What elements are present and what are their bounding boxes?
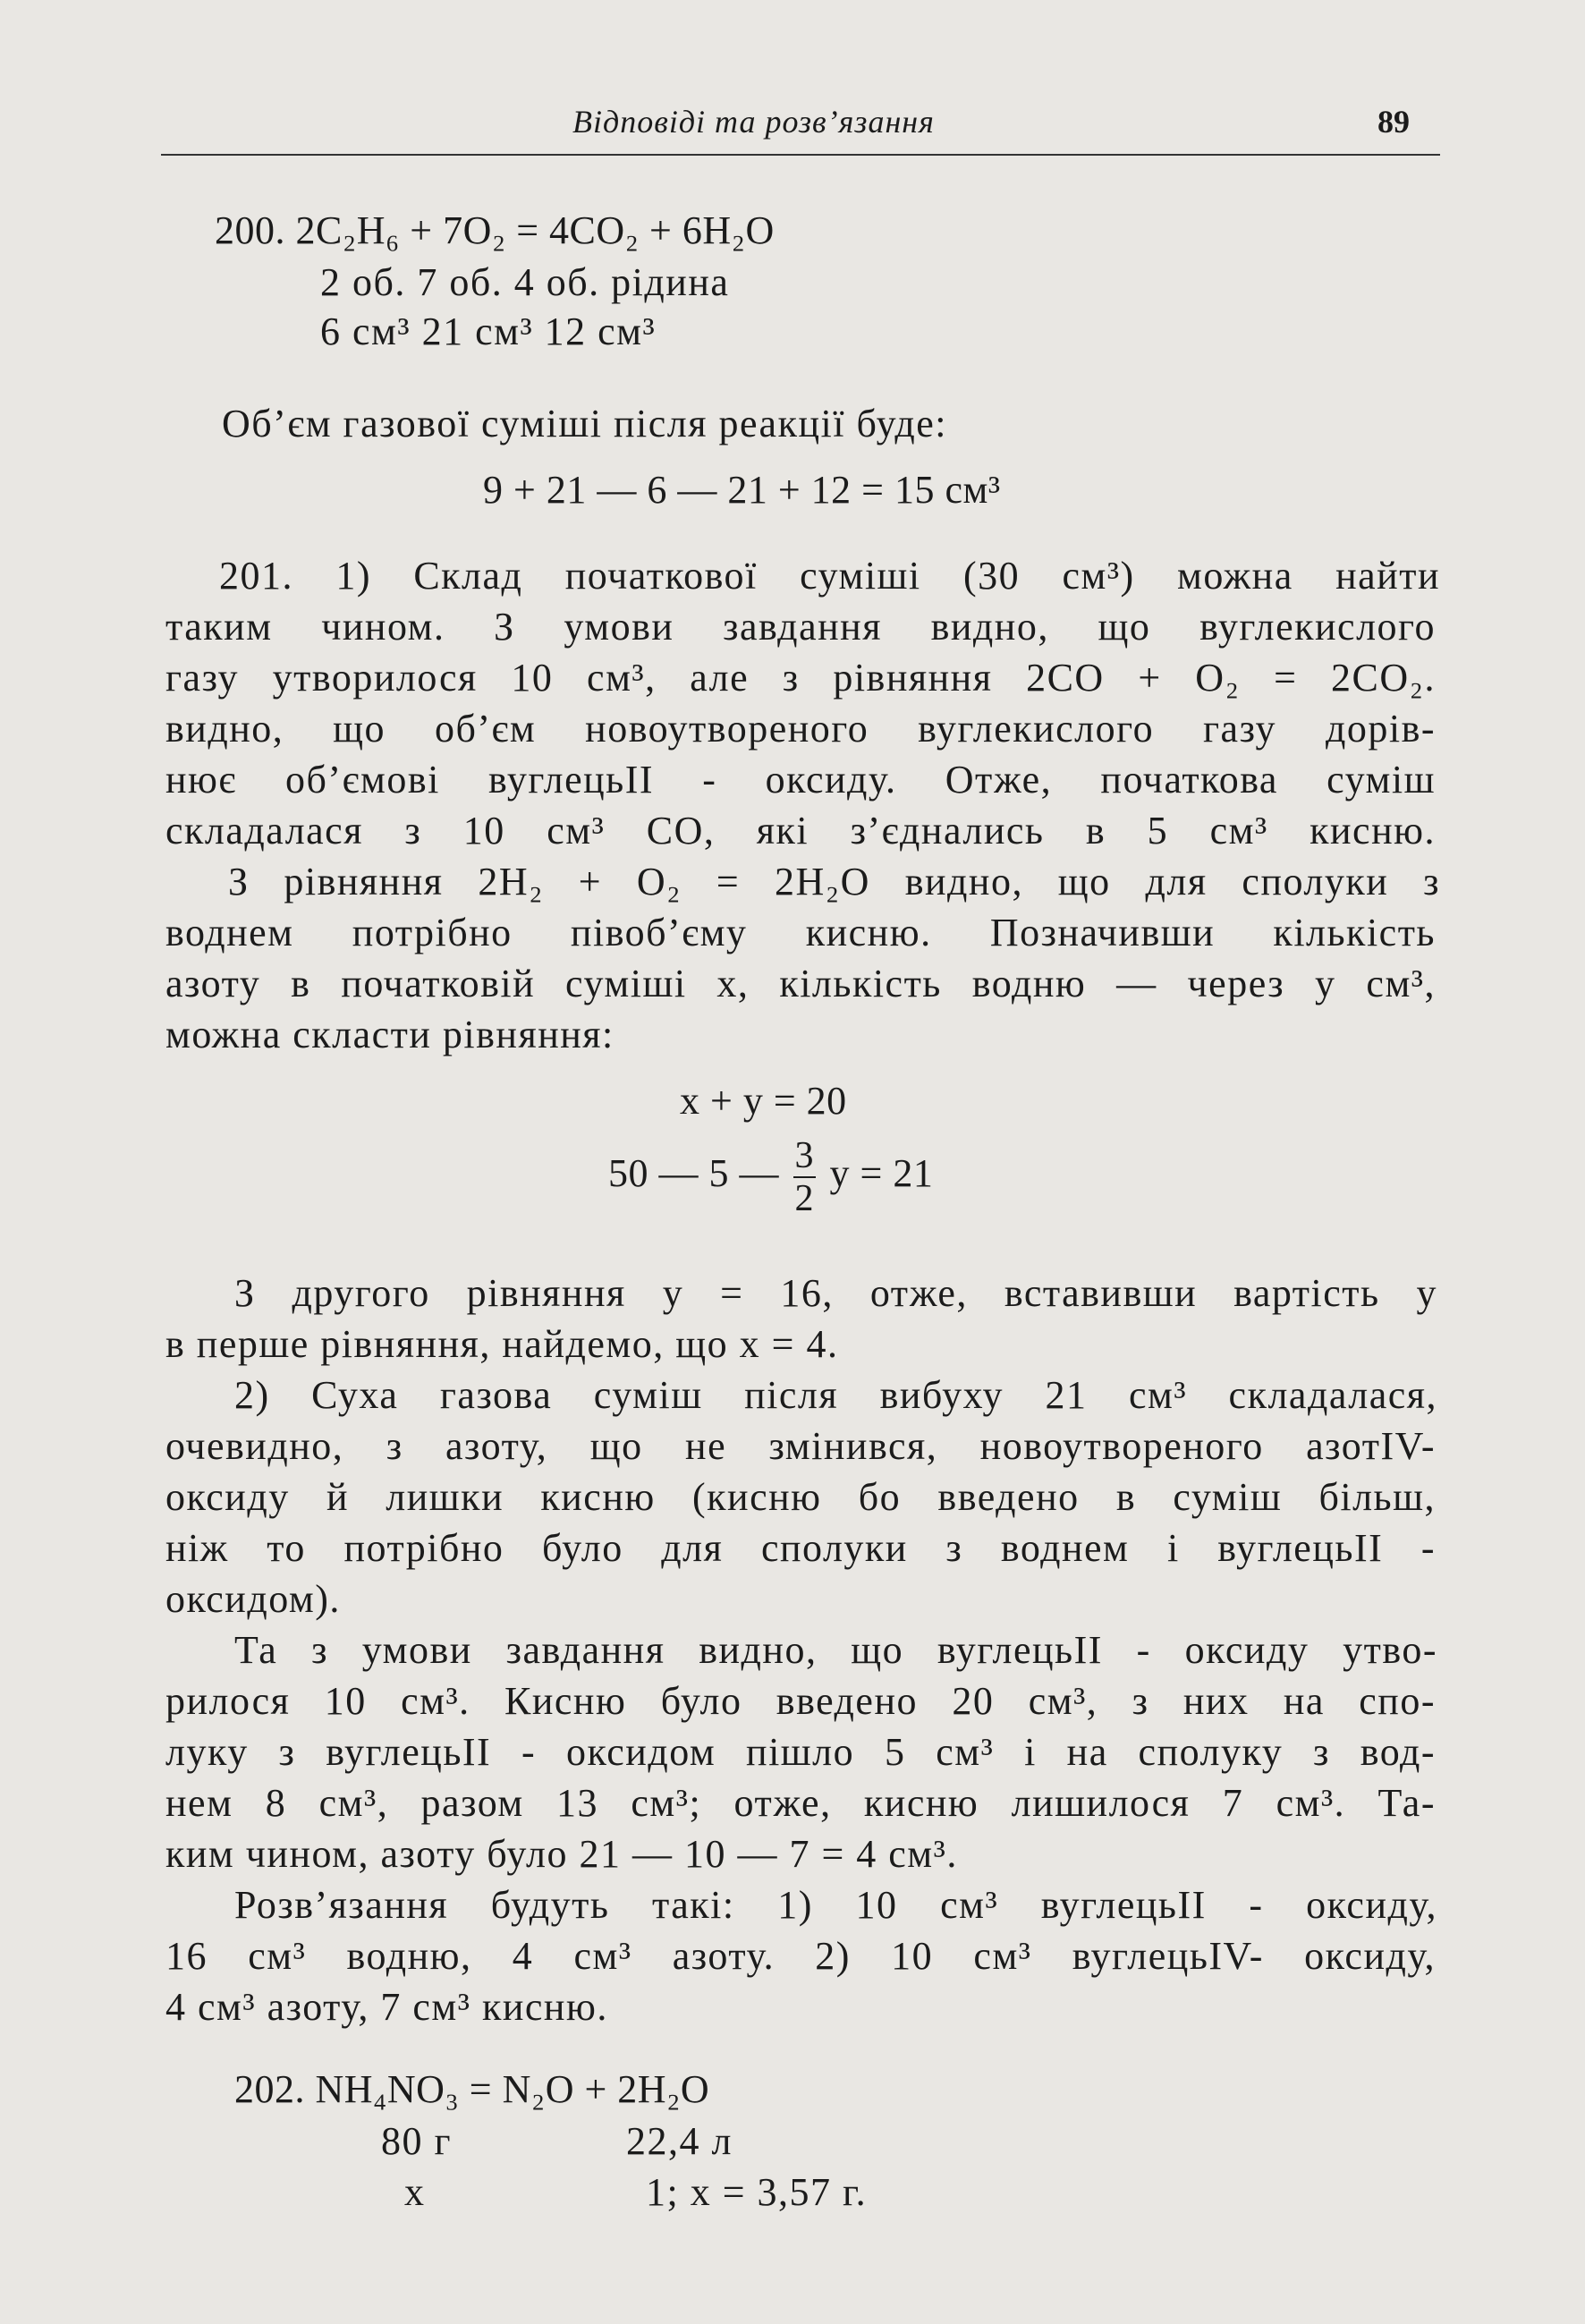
- problem-200-text: Об’єм газової суміші після реакції буде:: [222, 402, 948, 445]
- fraction-numerator: 3: [794, 1134, 814, 1176]
- running-header-title: Відповіді та розв’язання: [572, 104, 935, 140]
- problem-201-equation-1: x + y = 20: [680, 1079, 847, 1123]
- problem-201-line-7: З рівняння 2H₂ + O₂ = 2H₂O видно, що для сполуки з: [228, 860, 1440, 903]
- problem-202-answer: 1; x = 3,57 г.: [646, 2170, 868, 2214]
- problem-201-cont-line-12: ким чином, азоту було 21 — 10 — 7 = 4 см³.: [165, 1832, 958, 1876]
- problem-201-cont-line-9: рилося 10 см³. Кисню було введено 20 см³, з них на спо-: [165, 1679, 1436, 1723]
- problem-201-cont-line-2: в перше рівняння, найдемо, що x = 4.: [165, 1322, 839, 1366]
- problem-201-cont-line-11: нем 8 см³, разом 13 см³; отже, кисню лишилося 7 см³. Та-: [165, 1781, 1436, 1825]
- problem-200-volumes: 2 об. 7 об. 4 об. рідина: [320, 260, 730, 304]
- problem-200-amounts: 6 см³ 21 см³ 12 см³: [320, 310, 657, 353]
- problem-201-equation-2: [608, 1129, 933, 1218]
- problem-201-line-4: видно, що об’єм новоутвореного вуглекислого газу дорів-: [165, 707, 1436, 751]
- problem-201-line-1: 201. 1) Склад початкової суміші (30 см³) можна найти: [219, 554, 1440, 598]
- problem-202-volume: 22,4 л: [626, 2119, 733, 2163]
- problem-201-cont-line-8: Та з умови завдання видно, що вуглецьII - оксиду утво-: [234, 1628, 1437, 1672]
- problem-201-line-9: азоту в початковій суміші x, кількість водню — через y см³,: [165, 962, 1436, 1005]
- fraction-denominator: 2: [794, 1177, 814, 1219]
- fraction-three-halves: [793, 1134, 817, 1219]
- problem-201-cont-line-1: З другого рівняння y = 16, отже, вставивши вартість y: [234, 1271, 1437, 1315]
- problem-201-cont-line-15: 4 см³ азоту, 7 см³ кисню.: [165, 1985, 608, 2029]
- problem-201-cont-line-4: очевидно, з азоту, що не змінився, новоутвореного азотIV-: [165, 1424, 1436, 1468]
- problem-200-result: 9 + 21 — 6 — 21 + 12 = 15 см³: [483, 468, 1001, 512]
- problem-201-line-10: можна скласти рівняння:: [165, 1013, 615, 1056]
- problem-202-unknown: x: [404, 2170, 426, 2214]
- problem-201-cont-line-5: оксиду й лишки кисню (кисню бо введено в суміш більш,: [165, 1475, 1436, 1519]
- problem-201-cont-line-13: Розв’язання будуть такі: 1) 10 см³ вуглецьII - оксиду,: [234, 1883, 1437, 1927]
- problem-201-cont-line-14: 16 см³ водню, 4 см³ азоту. 2) 10 см³ вуглецьIV- оксиду,: [165, 1934, 1436, 1978]
- problem-202-mass: 80 г: [381, 2119, 453, 2163]
- problem-201-line-3: газу утворилося 10 см³, але з рівняння 2CO + O₂ = 2CO₂.: [165, 656, 1436, 700]
- problem-201-cont-line-3: 2) Суха газова суміш після вибуху 21 см³ складалася,: [234, 1373, 1437, 1417]
- equation-2-right: y = 21: [829, 1151, 934, 1195]
- problem-201-cont-line-7: оксидом).: [165, 1577, 341, 1621]
- problem-200-equation: 200. 2C₂H₆ + 7O₂ = 4CO₂ + 6H₂O: [215, 208, 775, 252]
- equation-2-left: 50 — 5 —: [608, 1151, 779, 1195]
- problem-201-line-6: складалася з 10 см³ CO, які з’єднались в 5 см³ кисню.: [165, 809, 1436, 852]
- problem-201-line-2: таким чином. З умови завдання видно, що вуглекислого: [165, 605, 1436, 649]
- header-rule: [161, 154, 1440, 156]
- problem-201-cont-line-10: луку з вуглецьII - оксидом пішло 5 см³ і на сполуку з вод-: [165, 1730, 1436, 1774]
- problem-201-line-8: воднем потрібно півоб’єму кисню. Позначивши кількість: [165, 911, 1436, 954]
- page-number: 89: [1377, 104, 1410, 140]
- problem-201-cont-line-6: ніж то потрібно було для сполуки з воднем і вуглецьII -: [165, 1526, 1436, 1570]
- problem-202-equation: 202. NH₄NO₃ = N₂O + 2H₂O: [234, 2067, 710, 2111]
- problem-201-line-5: нює об’ємові вуглецьII - оксиду. Отже, початкова суміш: [165, 758, 1436, 802]
